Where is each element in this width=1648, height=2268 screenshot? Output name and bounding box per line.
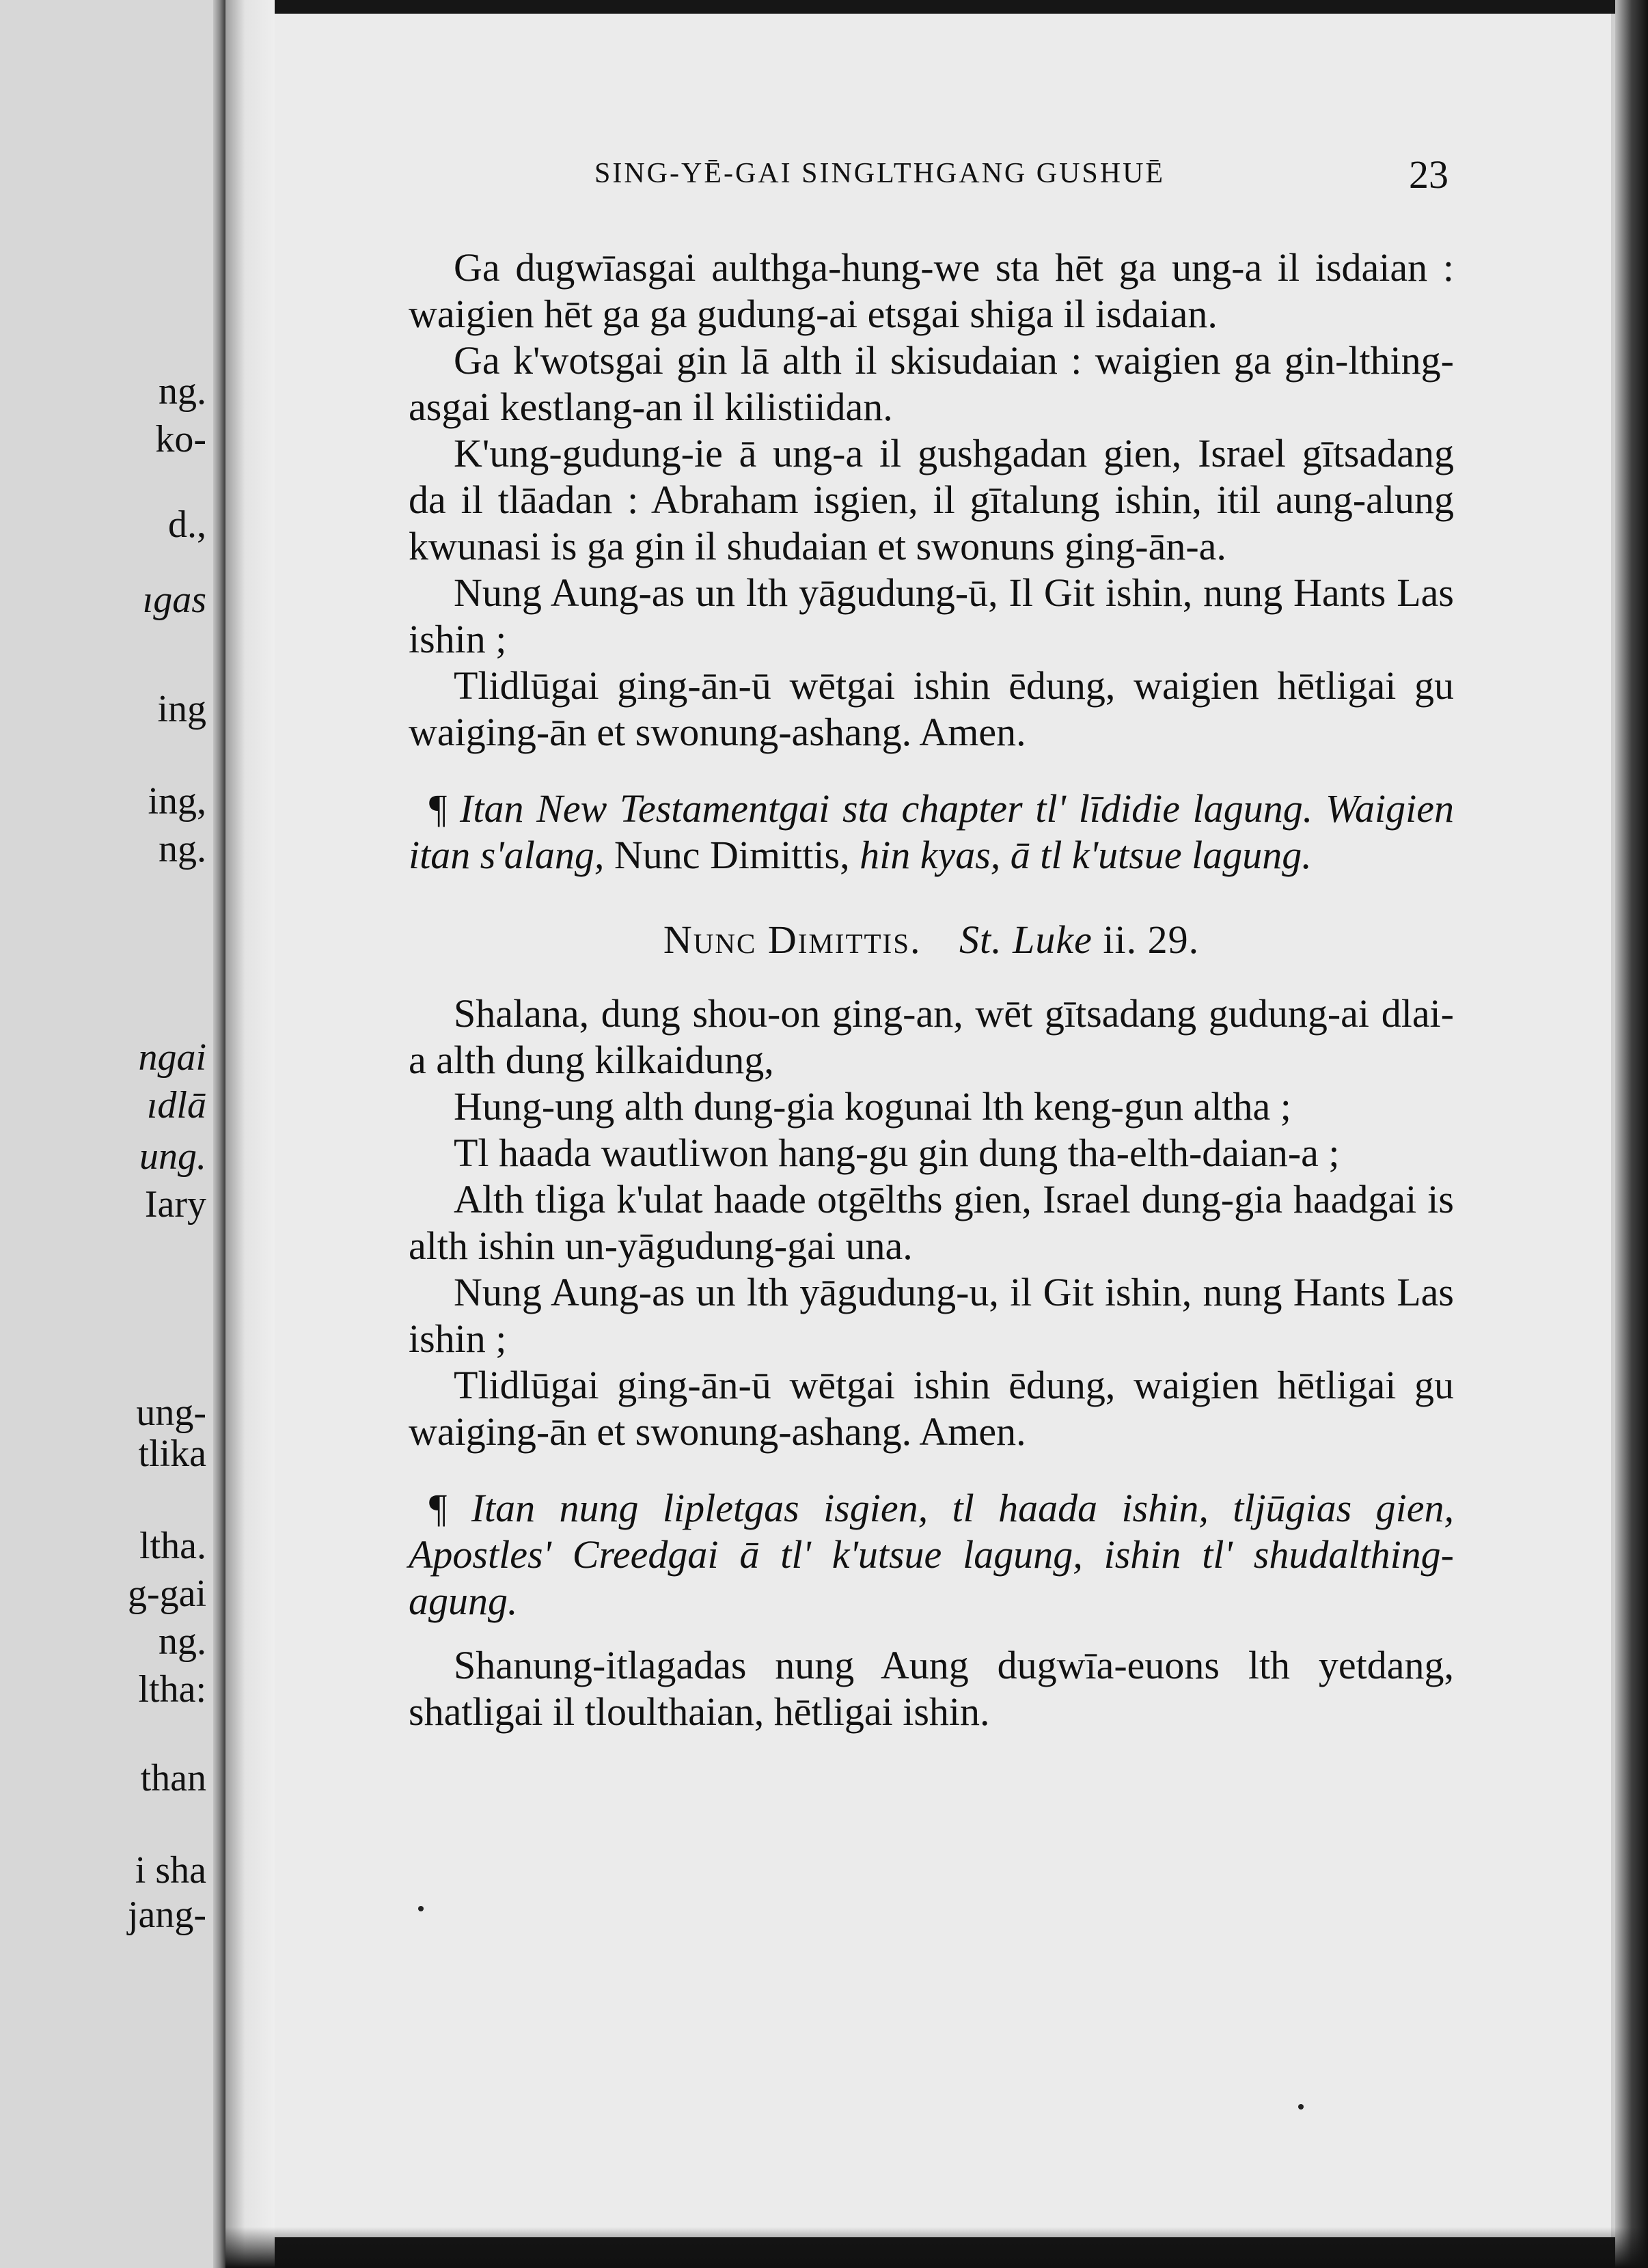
pilcrow-mark: ¶ [429, 1486, 448, 1530]
canticle-verse: Hung-ung alth dung-gia kogunai lth keng-gun altha ; [454, 1084, 1291, 1129]
facing-page-fragment: ko- [155, 418, 206, 460]
canticle-verse: Tl haada wautliwon hang-gu gin dung tha-elth-daian-a ; [454, 1131, 1340, 1175]
facing-page-fragment: tlika [138, 1433, 206, 1475]
facing-page-fragment: ng. [159, 828, 206, 870]
canticle-verse: Shalana, dung shou-on ging-an, wēt gītsadang gudung-ai dlai-a alth dung kilkaidung, [409, 991, 1454, 1082]
facing-page-fragment: ngai [138, 1036, 206, 1079]
verse-paragraph: K'ung-gudung-ie ā ung-a il gushgadan gien, Israel gītsadang da il tlāadan : Abraham isgien, il gītalung ishin, itil aung-alung kwunasi is ga gin il shudaian et swonuns ging-ān-a. [409, 431, 1454, 568]
facing-page-fragment: d., [168, 503, 206, 546]
page-text-block [409, 245, 1454, 1735]
scripture-reference-number: ii. 29. [1103, 917, 1200, 962]
print-speck [1298, 2104, 1304, 2110]
book-gutter [225, 0, 275, 2268]
page-fold-shadow [213, 0, 225, 2268]
facing-page-fragment: ung. [139, 1135, 206, 1178]
canticle-heading [409, 917, 1454, 963]
page-bottom-shadow [225, 2227, 1648, 2268]
pilcrow-mark: ¶ [429, 786, 448, 831]
facing-page-fragment: ng. [159, 370, 206, 413]
facing-page-fragment: ung- [136, 1392, 206, 1434]
facing-page-fragment: ltha. [139, 1525, 206, 1567]
facing-page-fragment: ing, [148, 780, 206, 822]
print-speck [418, 1906, 424, 1911]
facing-page-fragment: ıgas [142, 579, 206, 621]
canticle-verse: Tlidlūgai ging-ān-ū wētgai ishin ēdung, waigien hētligai gu waiging-ān et swonung-ashang. Amen. [409, 1363, 1454, 1454]
facing-page-fragment: Iary [144, 1183, 206, 1226]
rubric-text: hin kyas, ā tl k'utsue lagung. [860, 833, 1312, 877]
creed-paragraph: Shanung-itlagadas nung Aung dugwīa-euons lth yetdang, shatligai il tloulthaian, hētligai ishin. [409, 1643, 1454, 1734]
verse-paragraph: Ga dugwīasgai ault​hga-hung-we sta hēt ga ung-a il isdaian : waigien hēt ga ga gudung-ai etsgai shiga il isdaian. [409, 245, 1454, 336]
page-number: 23 [1409, 152, 1448, 197]
rubric-instruction [409, 1485, 1454, 1624]
facing-page-left [0, 0, 225, 2268]
rubric-instruction [409, 786, 1454, 879]
scripture-reference-book: St. Luke [959, 917, 1093, 962]
facing-page-fragment: i sha [135, 1849, 206, 1892]
canticle-verse: Alth tliga k'ulat haade otgēlths gien, Israel dung-gia haadgai is alth ishin un-yāgudung-gai una. [409, 1177, 1454, 1268]
canticle-title: Nunc Dimittis. [663, 917, 922, 962]
facing-page-fragment: g-gai [127, 1573, 206, 1615]
rubric-canticle-name: Nunc Dimittis, [614, 833, 850, 877]
facing-page-fragment: ltha: [138, 1668, 206, 1711]
gloria-paragraph: Nung Aung-as un lth yāgudung-ū, Il Git ishin, nung Hants Las ishin ; [409, 570, 1454, 661]
facing-page-fragment: jang- [127, 1894, 206, 1936]
gloria-paragraph: Tlidlūgai ging-ān-ū wētgai ishin ēdung, waigien hētligai gu waiging-ān et swonung-ashang. Amen. [409, 663, 1454, 754]
running-title: SING-YĒ-GAI SINGLTHGANG GUSHUĒ [594, 158, 1166, 189]
rubric-text: Itan New Testamentgai sta chapter tl' līdidie lagung. Waigien itan s'alang, [409, 786, 1455, 877]
canticle-verse: Nung Aung-as un lth yāgudung-u, il Git ishin, nung Hants Las ishin ; [409, 1270, 1454, 1361]
page-edge-shadow [1615, 0, 1648, 2268]
rubric-text: Itan nung lipletgas isgien, tl haada ishin, tljūgias gien, Apostles' Creedgai ā tl' k'utsue lagung, ishin tl' shudalthing-agung. [409, 1486, 1454, 1623]
facing-page-fragment: ing [157, 688, 206, 730]
facing-page-fragment: ng. [159, 1620, 206, 1663]
running-head [321, 152, 1448, 199]
facing-page-fragment: ıdlā [146, 1084, 206, 1126]
verse-paragraph: Ga k'wotsgai gin lā alth il skisudaian : waigien ga gin-lthing-asgai kestlang-an il kilistiidan. [409, 338, 1454, 429]
facing-page-fragment: than [140, 1757, 206, 1799]
